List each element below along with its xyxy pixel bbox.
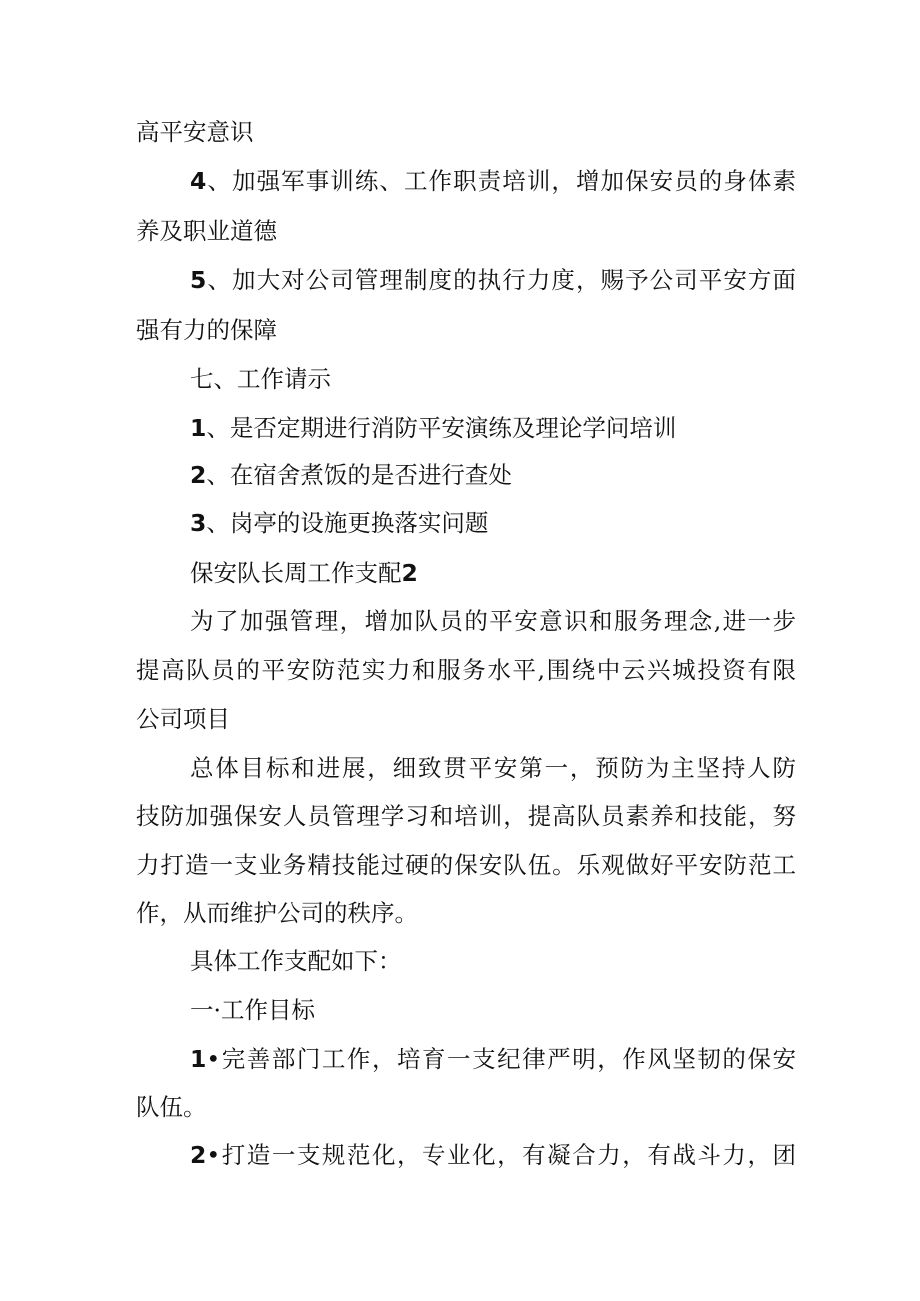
text-line-21 xyxy=(136,1092,796,1122)
line-text: 高平安意识 xyxy=(136,118,254,146)
item-number: 3 xyxy=(190,509,207,537)
item-number: 5 xyxy=(190,266,207,294)
text-line-1 xyxy=(136,117,796,147)
line-text: 力打造一支业务精技能过硬的保安队伍。乐观做好平安防范工 xyxy=(136,851,796,879)
text-line-3 xyxy=(136,216,796,246)
section-heading-one xyxy=(190,995,796,1025)
text-line-8 xyxy=(190,460,796,490)
line-text: 一·工作目标 xyxy=(190,996,315,1024)
line-text: 为了加强管理，增加队员的平安意识和服务理念,进一步 xyxy=(190,607,796,635)
text-line-18 xyxy=(190,946,796,976)
line-text: 、岗亭的设施更换落实问题 xyxy=(206,509,489,537)
text-line-14 xyxy=(190,753,796,783)
line-text: 总体目标和进展，细致贯平安第一，预防为主坚持人防 xyxy=(190,754,796,782)
line-text: 强有力的保障 xyxy=(136,316,277,344)
item-number: 1 xyxy=(190,1045,207,1073)
title-suffix-number: 2 xyxy=(401,559,418,587)
line-text: 具体工作支配如下： xyxy=(190,947,402,975)
item-number: 1 xyxy=(190,414,207,442)
text-line-7 xyxy=(190,413,796,443)
line-text: 队伍。 xyxy=(136,1093,207,1121)
text-line-20 xyxy=(190,1044,796,1074)
line-text: •打造一支规范化，专业化，有凝合力，有战斗力，团 xyxy=(206,1141,796,1169)
line-text: 、加强军事训练、工作职责培训，增加保安员的身体素 xyxy=(206,167,796,195)
text-line-13 xyxy=(136,704,796,734)
document-section-title xyxy=(190,558,796,588)
line-text: 作，从而维护公司的秩序。 xyxy=(136,899,418,927)
line-text: 提高队员的平安防范实力和服务水平,围绕中云兴城投资有限 xyxy=(136,656,796,684)
text-line-15 xyxy=(136,801,796,831)
text-line-16 xyxy=(136,850,796,880)
item-number: 4 xyxy=(190,167,207,195)
line-text: 公司项目 xyxy=(136,705,230,733)
line-text: 、是否定期进行消防平安演练及理论学问培训 xyxy=(206,414,677,442)
section-heading-seven xyxy=(190,364,796,394)
item-number: 2 xyxy=(190,1141,207,1169)
text-line-12 xyxy=(136,655,796,685)
line-text: 、加大对公司管理制度的执行力度，赐予公司平安方面 xyxy=(206,266,796,294)
line-text: •完善部门工作，培育一支纪律严明，作风坚韧的保安 xyxy=(206,1045,796,1073)
text-line-17 xyxy=(136,898,796,928)
line-text: 、在宿舍煮饭的是否进行查处 xyxy=(206,461,512,489)
text-line-22 xyxy=(190,1140,796,1170)
text-line-5 xyxy=(136,315,796,345)
text-line-9 xyxy=(190,508,796,538)
text-line-4 xyxy=(190,265,796,295)
line-text: 技防加强保安人员管理学习和培训，提高队员素养和技能，努 xyxy=(136,802,796,830)
line-text: 养及职业道德 xyxy=(136,217,277,245)
item-number: 2 xyxy=(190,461,207,489)
text-line-11 xyxy=(190,606,796,636)
line-text: 七、工作请示 xyxy=(190,365,331,393)
line-text: 保安队长周工作支配 xyxy=(190,559,402,587)
text-line-2 xyxy=(190,166,796,196)
